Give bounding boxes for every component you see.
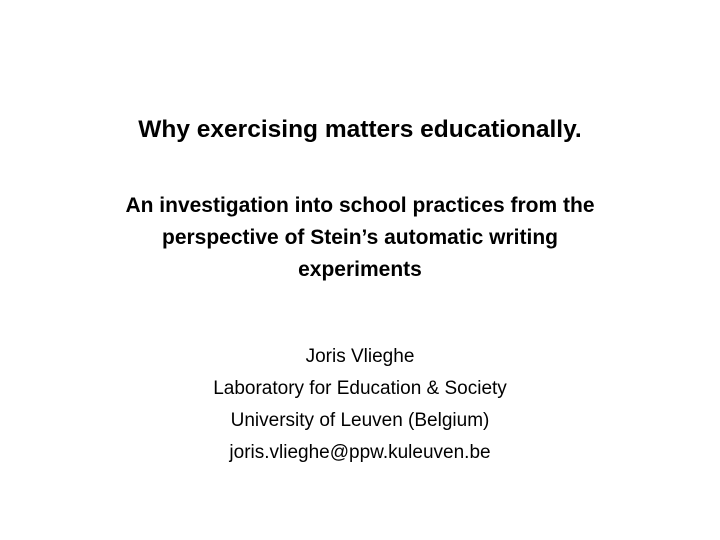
- slide-subtitle: [40, 190, 680, 286]
- subtitle-line-3: experiments: [298, 258, 422, 281]
- author-affiliation: Laboratory for Education & Society: [213, 378, 507, 399]
- author-name: Joris Vlieghe: [305, 346, 415, 367]
- subtitle-line-1: An investigation into school practices from the: [125, 194, 595, 217]
- slide-title: Why exercising matters educationally.: [138, 116, 582, 143]
- author-university: University of Leuven (Belgium): [230, 410, 490, 431]
- author-email: joris.vlieghe@ppw.kuleuven.be: [229, 442, 491, 463]
- author-info: [60, 341, 660, 469]
- subtitle-line-2: perspective of Stein’s automatic writing: [162, 226, 558, 249]
